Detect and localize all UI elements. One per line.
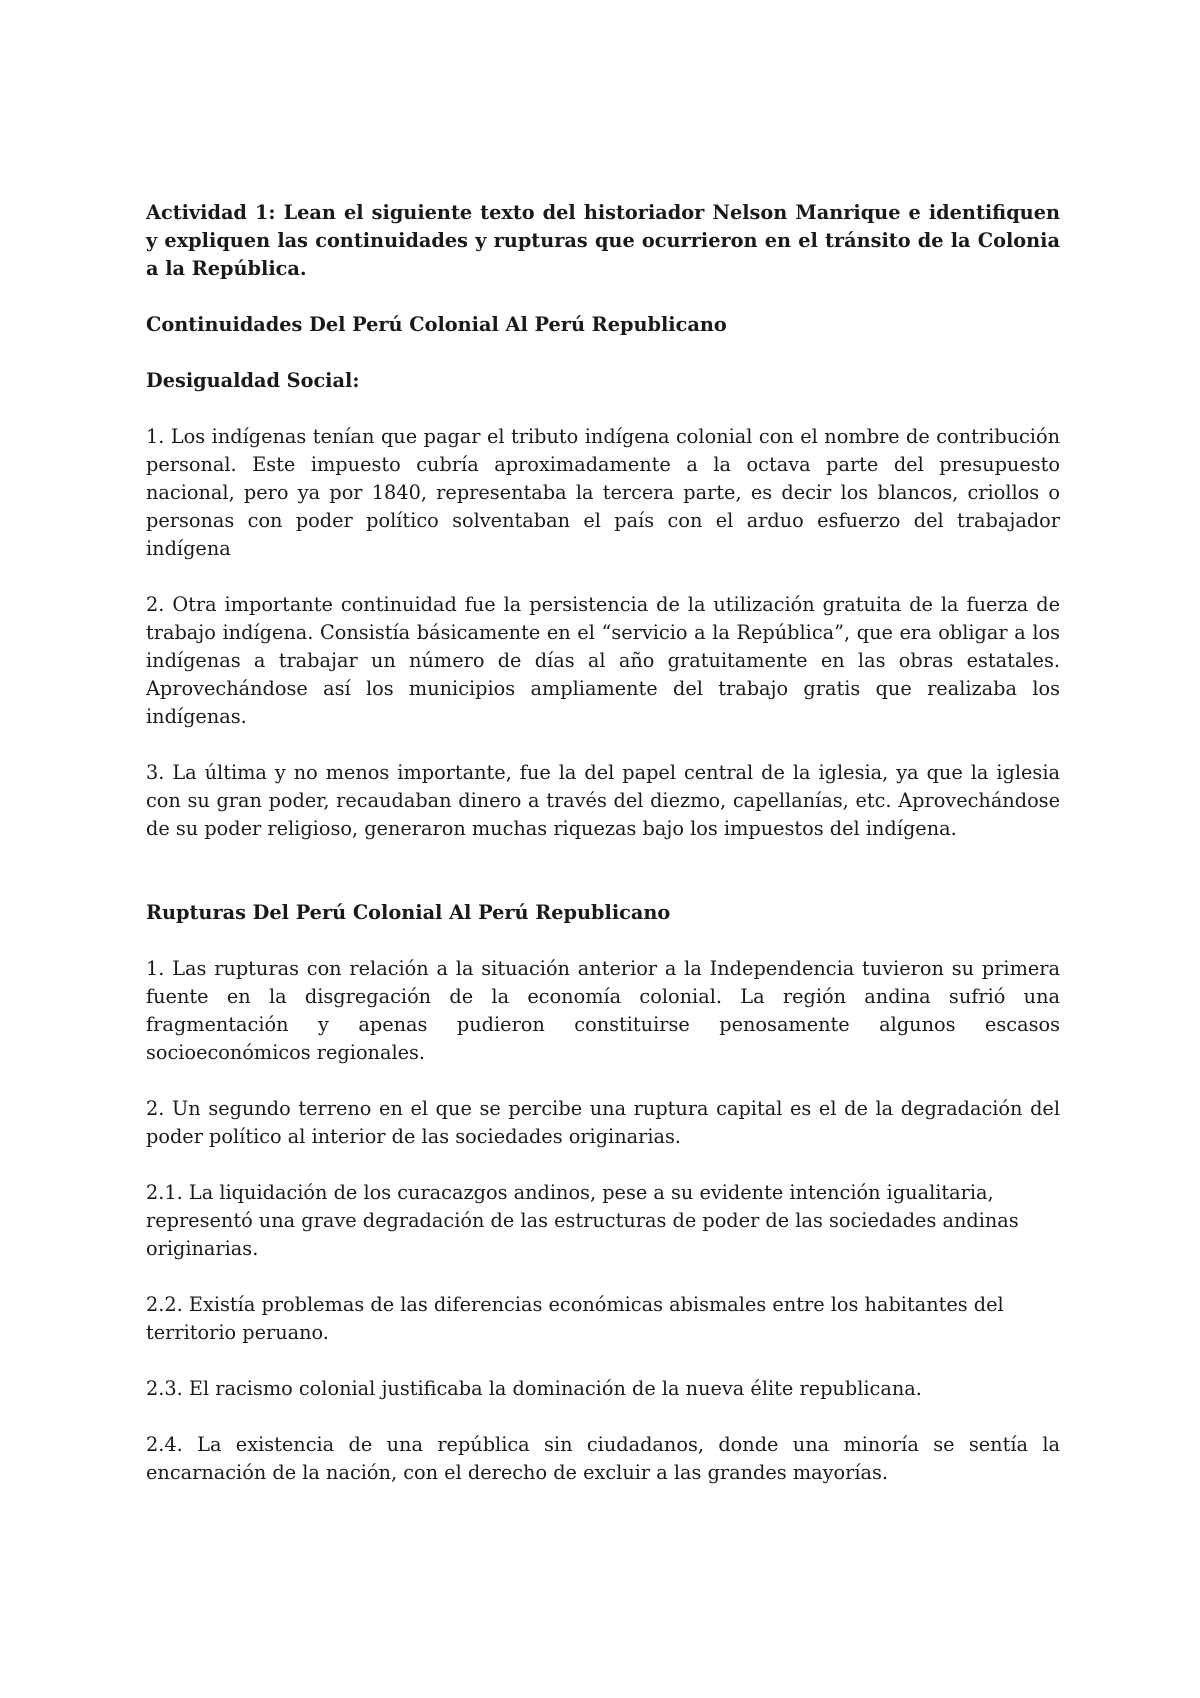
continuity-paragraph-2: 2. Otra importante continuidad fue la persistencia de la utilización gratuita de la fuerza de trabajo indígena. Consistía básicamente en el “servicio a la República”, que era obligar a los indígenas a trabajar un número de días al año gratuitamente en las obras estatales. Aprovechándose así los municipios ampliamente del trabajo gratis que realizaba los indígenas. bbox=[146, 593, 1060, 728]
rupture-paragraph-1: 1. Las rupturas con relación a la situación anterior a la Independencia tuvieron su primera fuente en la disgregación de la economía colonial. La región andina sufrió una fragmentación y apenas pudieron constituirse penosamente algunos escasos socioeconómicos regionales. bbox=[146, 957, 1060, 1064]
rupture-paragraph-2-3: 2.3. El racismo colonial justificaba la dominación de la nueva élite republicana. bbox=[146, 1377, 922, 1400]
social-inequality-heading: Desigualdad Social: bbox=[146, 369, 360, 392]
ruptures-heading: Rupturas Del Perú Colonial Al Perú Republicano bbox=[146, 901, 671, 924]
rupture-paragraph-2: 2. Un segundo terreno en el que se percibe una ruptura capital es el de la degradación del poder político al interior de las sociedades originarias. bbox=[146, 1097, 1060, 1148]
activity-instruction: Actividad 1: Lean el siguiente texto del historiador Nelson Manrique e identifiquen y expliquen las continuidades y rupturas que ocurrieron en el tránsito de la Colonia a la República. bbox=[146, 201, 1060, 280]
continuities-heading: Continuidades Del Perú Colonial Al Perú Republicano bbox=[146, 313, 727, 336]
continuity-paragraph-3: 3. La última y no menos importante, fue la del papel central de la iglesia, ya que la iglesia con su gran poder, recaudaban dinero a través del diezmo, capellanías, etc. Aprovechándose de su poder religioso, generaron muchas riquezas bajo los impuestos del indígena. bbox=[146, 761, 1060, 840]
rupture-paragraph-2-2: 2.2. Existía problemas de las diferencias económicas abismales entre los habitantes del territorio peruano. bbox=[146, 1293, 1004, 1344]
document-body bbox=[146, 199, 1060, 1487]
rupture-paragraph-2-4: 2.4. La existencia de una república sin ciudadanos, donde una minoría se sentía la encarnación de la nación, con el derecho de excluir a las grandes mayorías. bbox=[146, 1433, 1060, 1484]
rupture-paragraph-2-1: 2.1. La liquidación de los curacazgos andinos, pese a su evidente intención igualitaria, representó una grave degradación de las estructuras de poder de las sociedades andinas originarias. bbox=[146, 1181, 1019, 1260]
continuity-paragraph-1: 1. Los indígenas tenían que pagar el tributo indígena colonial con el nombre de contribución personal. Este impuesto cubría aproximadamente a la octava parte del presupuesto nacional, pero ya por 1840, representaba la tercera parte, es decir los blancos, criollos o personas con poder político solventaban el país con el arduo esfuerzo del trabajador indígena bbox=[146, 425, 1060, 560]
